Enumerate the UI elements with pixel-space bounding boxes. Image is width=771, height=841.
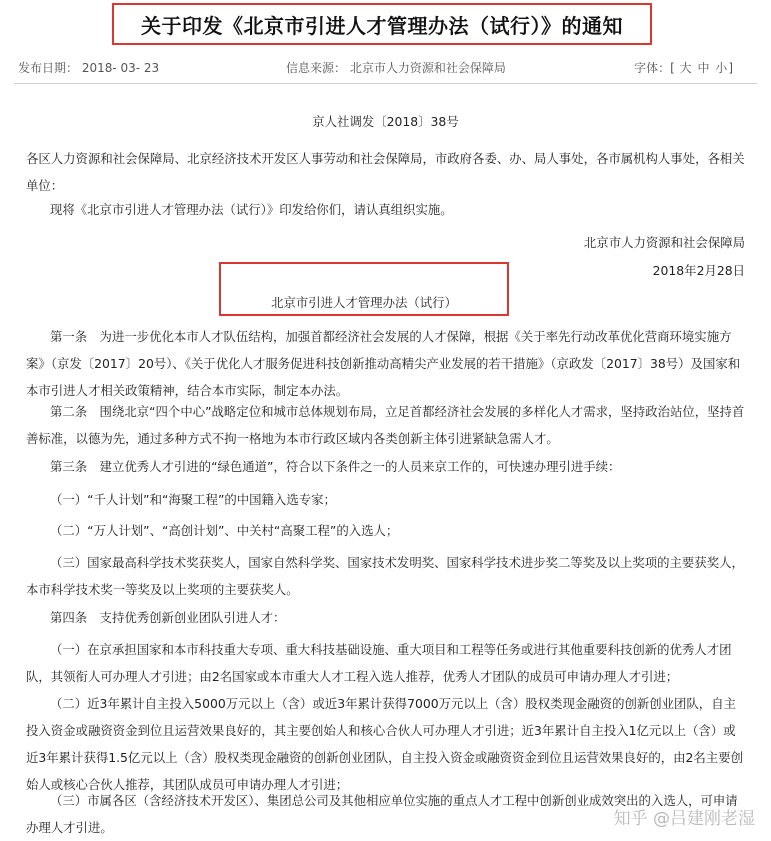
publish-date: 发布日期： 2018- 03- 23 — [18, 61, 160, 75]
subtitle: 北京市引进人才管理办法（试行） — [271, 295, 457, 310]
font-medium-link[interactable]: 中 — [697, 61, 710, 75]
recipients-paragraph: 各区人力资源和社会保障局、北京经济技术开发区人事劳动和社会保障局，市政府各委、办、局人事处，各市属机构人事处，各相关单位： — [26, 151, 745, 193]
article-3-item-1: （一）“千人计划”和“海聚工程”的中国籍入选专家； — [50, 492, 336, 507]
article-3: 第三条 建立优秀人才引进的“绿色通道”，符合以下条件之一的人员来京工作的，可快速办理引进手续： — [50, 459, 621, 474]
article-4: 第四条 支持优秀创新创业团队引进人才： — [50, 610, 286, 625]
info-source: 信息来源： 北京市人力资源和社会保障局 — [286, 61, 506, 75]
font-size-switcher — [634, 59, 733, 76]
article-4-item-1: （一）在京承担国家和本市科技重大专项、重大科技基础设施、重大项目和工程等任务或进行其他重要科技创新的优秀人才团队，其领衔人可办理人才引进；由2名国家或本市重大人才工程入选人推荐，优秀人才团队的成员可申请办理人才引进； — [26, 642, 732, 684]
font-bracket-close: ] — [728, 61, 733, 75]
article-3-item-3: （三）国家最高科学技术奖获奖人，国家自然科学奖、国家技术发明奖、国家科学技术进步奖二等奖及以上奖项的主要获奖人，本市科学技术奖一等奖及以上奖项的主要获奖人。 — [26, 555, 744, 597]
issue-date: 2018年2月28日 — [652, 263, 745, 278]
document-number: 京人社调发〔2018〕38号 — [312, 114, 459, 129]
page-title: 关于印发《北京市引进人才管理办法（试行）》的通知 — [141, 13, 623, 38]
issuer: 北京市人力资源和社会保障局 — [583, 235, 745, 250]
meta-bar — [18, 59, 733, 77]
font-size-label: 字体： — [634, 61, 671, 75]
title-highlight-box — [112, 3, 652, 45]
font-large-link[interactable]: 大 — [679, 61, 692, 75]
article-3-item-2: （二）“万人计划”、“高创计划”、中关村“高聚工程”的入选人； — [50, 523, 399, 538]
divider — [14, 83, 757, 84]
font-small-link[interactable]: 小 — [715, 61, 728, 75]
notice-paragraph: 现将《北京市引进人才管理办法（试行）》印发给你们，请认真组织实施。 — [50, 202, 453, 217]
article-1: 第一条 为进一步优化本市人才队伍结构，加强首都经济社会发展的人才保障，根据《关于率先行动改革优化营商环境实施方案》（京发〔2017〕20号）、《关于优化人才服务促进科技创新推动高精尖产业发展的若干措施》（京政发〔2017〕38号）及国家和本市引进人才相关政策精神，结合本市实际，制定本办法。 — [26, 329, 741, 398]
article-4-item-2: （二）近3年累计自主投入5000万元以上（含）或近3年累计获得7000万元以上（含）股权类现金融资的创新创业团队，自主投入资金或融资资金到位且运营效果良好的，其主要创始人和核心合伙人可办理人才引进；近3年累计自主投入1亿元以上（含）或近3年累计获得1.5亿元以上（含）股权类现金融资的创新创业团队，自主投入资金或融资资金到位且运营效果良好的，由2名主要创始人或核心合伙人推荐，其团队成员可申请办理人才引进； — [26, 696, 743, 792]
font-bracket-open: [ — [670, 61, 675, 75]
watermark: 知乎 @吕建刚老湿 — [613, 809, 755, 829]
article-4-item-3: （三）市属各区（含经济技术开发区）、集团总公司及其他相应单位实施的重点人才工程中创新创业成效突出的入选人，可申请办理人才引进。 — [26, 793, 738, 835]
article-2: 第二条 围绕北京“四个中心”战略定位和城市总体规划布局，立足首都经济社会发展的多样化人才需求，坚持政治站位，坚持首善标准，以德为先，通过多种方式不拘一格地为本市行政区域内各类创新主体引进紧缺急需人才。 — [26, 404, 745, 446]
